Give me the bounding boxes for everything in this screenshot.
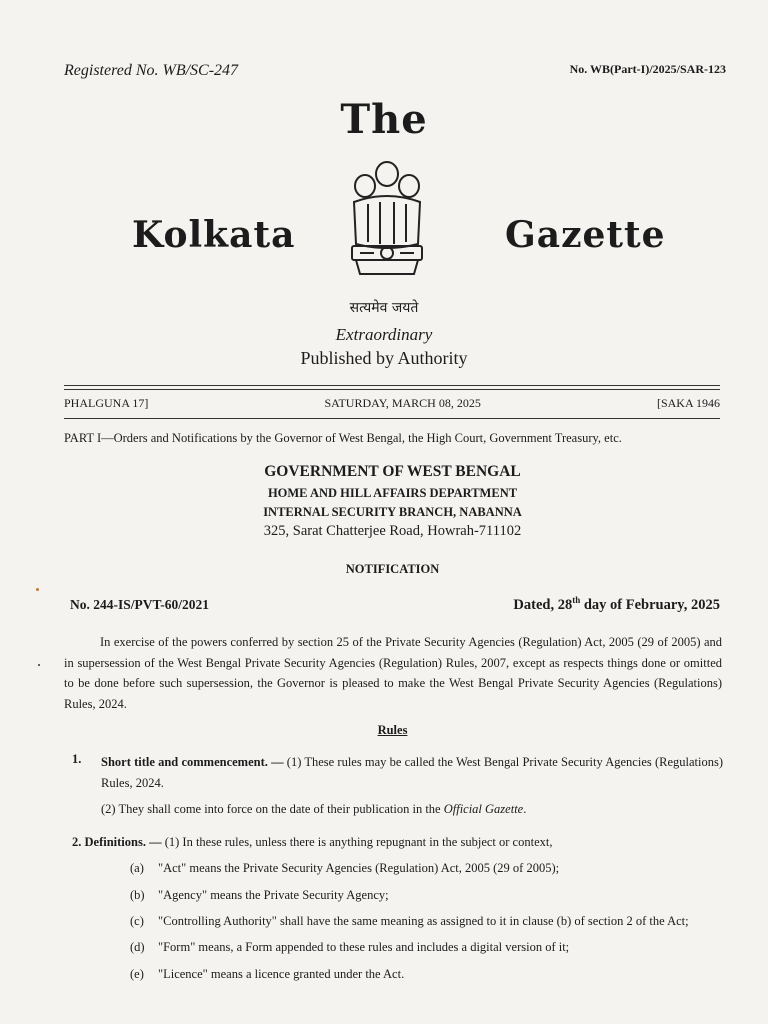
- branch-heading: INTERNAL SECURITY BRANCH, NABANNA: [263, 505, 522, 519]
- preamble-paragraph: In exercise of the powers conferred by section 25 of the Private Security Agencies (Regulation) Act, 2005 (29 of 2005) and in supersession of the West Bengal Private Security Agencies (Regulation) Rules, 2007, except as respects things done or omitted to be done before such supersession, the Governor is pleased to make the West Bengal Private Security Agencies (Regulations) Rules, 2024.: [64, 635, 722, 711]
- government-heading: GOVERNMENT OF WEST BENGAL: [264, 463, 521, 480]
- section-1-subclause: (2) They shall come into force on the date of their publication in the Official Gazette.: [101, 802, 527, 816]
- published-by-authority: Published by Authority: [300, 348, 468, 368]
- section-1-text: Short title and commencement. — (1) These rules may be called the West Bengal Private Security Agencies (Regulations) Rules, 2024.: [101, 755, 723, 790]
- masthead-the: The: [340, 96, 428, 143]
- dateline-saka: [SAKA 1946: [656, 396, 720, 410]
- document-number: No. WB(Part-I)/2025/SAR-123: [569, 62, 726, 76]
- office-address: 325, Sarat Chatterjee Road, Howrah-711102: [263, 523, 522, 539]
- state-emblem-icon: [338, 152, 436, 288]
- dateline-date: SATURDAY, MARCH 08, 2025: [324, 396, 481, 410]
- definition-item: (d) "Form" means, a Form appended to these rules and includes a digital version of it;: [130, 940, 570, 954]
- definition-item: (c) "Controlling Authority" shall have the same meaning as assigned to it in clause (b) of section 2 of the Act;: [130, 914, 689, 928]
- emblem-motto: सत्यमेव जयते: [349, 300, 419, 316]
- definition-item: (a) "Act" means the Private Security Agencies (Regulation) Act, 2005 (29 of 2005);: [130, 861, 560, 875]
- divider-top: [64, 385, 720, 386]
- paper-speck: [36, 588, 39, 591]
- definition-item: (e) "Licence" means a licence granted under the Act.: [130, 967, 405, 981]
- part-line: PART I—Orders and Notifications by the Governor of West Bengal, the High Court, Government Treasury, etc.: [64, 431, 622, 445]
- department-heading: HOME AND HILL AFFAIRS DEPARTMENT: [267, 486, 518, 500]
- divider-top-double: [64, 389, 720, 390]
- notification-number: No. 244-IS/PVT-60/2021: [70, 597, 210, 612]
- paper-speck: [38, 664, 40, 666]
- rules-heading: Rules: [377, 723, 408, 737]
- section-1-number: 1.: [72, 752, 82, 766]
- notification-heading: NOTIFICATION: [345, 562, 440, 576]
- dateline-phalguna: PHALGUNA 17]: [64, 396, 149, 410]
- section-2-text: 2. Definitions. — (1) In these rules, unless there is anything repugnant in the subject or context,: [72, 835, 553, 849]
- dateline: [64, 396, 720, 411]
- divider-bottom: [64, 418, 720, 419]
- registered-number: Registered No. WB/SC-247: [64, 62, 239, 79]
- extraordinary-label: Extraordinary: [335, 325, 433, 344]
- notification-date: Dated, 28th day of February, 2025: [513, 595, 720, 613]
- masthead-gazette: Gazette: [505, 214, 666, 256]
- definition-item: (b) "Agency" means the Private Security Agency;: [130, 888, 389, 902]
- masthead-kolkata: Kolkata: [132, 214, 296, 256]
